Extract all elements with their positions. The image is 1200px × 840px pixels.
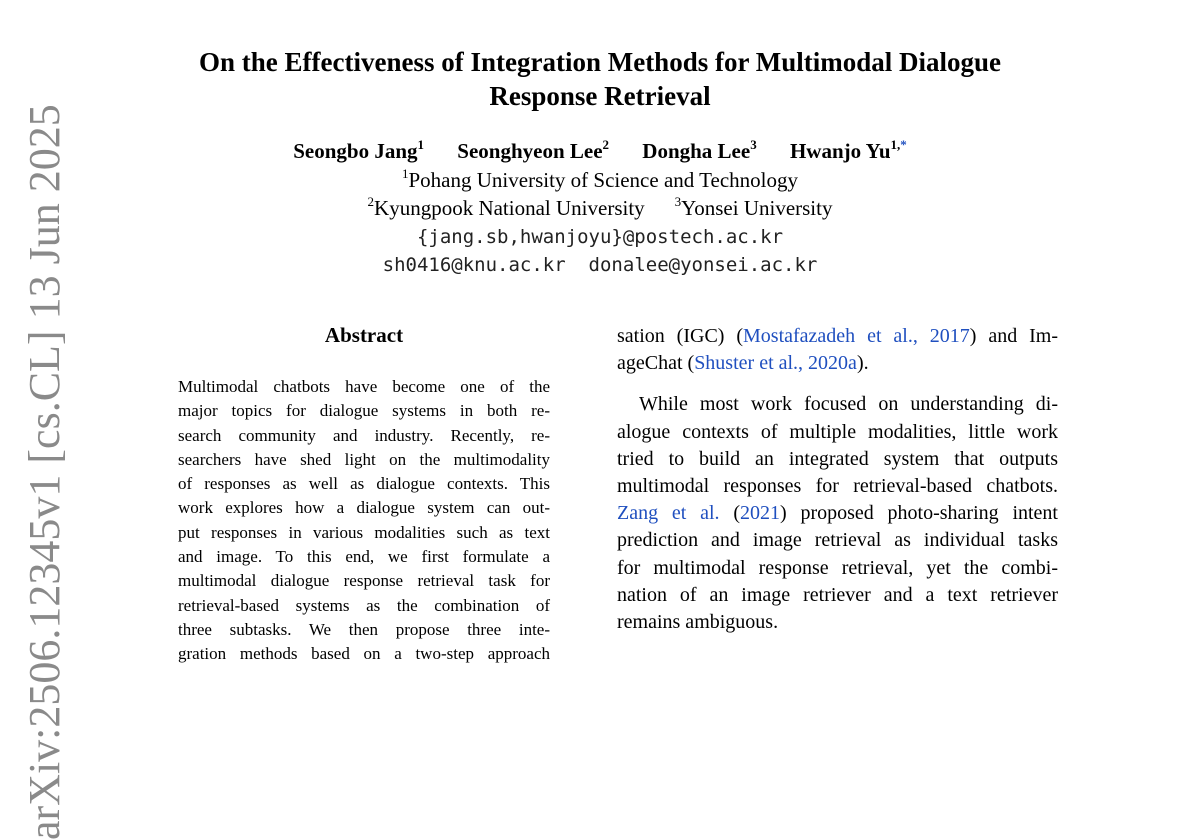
author: Seongbo Jang$^1$ [293,137,425,163]
citation-link[interactable]: Zang et al. [617,502,720,525]
abstract-line: and image. To this end, we first formulate a [178,547,550,567]
title-line-2: Response Retrieval [489,81,711,111]
abstract-line: retrieval-based systems as the combination of [178,595,550,615]
body-line: sation (IGC) (Mostafazadeh et al., 2017) and Im- [617,325,1058,347]
title-line-1: On the Effectiveness of Integration Methods for Multimodal Dialogue [199,47,1001,77]
body-line: nation of an image retriever and a text retriever [617,583,1058,606]
body-line: tried to build an integrated system that outputs [617,447,1058,470]
author: Hwanjo $Yu^{1,*}$ [789,137,907,163]
citation-link[interactable]: 2021 [740,502,780,525]
body-line: for multimodal response retrieval, yet the combi- [617,556,1058,579]
author: Seonghyeon Lee$^2$ [457,137,610,163]
body-line: multimodal responses for retrieval-based chatbots. [617,474,1058,497]
abstract-line: multimodal dialogue response retrieval task for [178,571,550,591]
abstract-line: work explores how a dialogue system can out- [178,498,550,518]
abstract-line: major topics for dialogue systems in both re- [178,401,550,421]
citation-link[interactable]: Mostafazadeh et al., 2017 [743,325,970,347]
email-line-1: {jang.sb,hwanjoyu}@postech.ac.kr [416,226,784,248]
paper-title [150,45,1050,113]
arxiv-stamp: arXiv:2506.12345v1 [cs.CL] 13 Jun 2025 [20,104,69,840]
body-line: ageChat (Shuster et al., 2020a). [617,352,869,375]
abstract-heading: Abstract [324,323,404,347]
abstract-line: gration methods based on a two-step approach [178,644,550,664]
body-line: While most work focused on understanding di- [639,393,1058,416]
abstract-line: search community and industry. Recently, re- [178,425,550,445]
email-line-2: sh0416@knu.ac.kr donalee@yonsei.ac.kr [382,254,818,276]
body-line: alogue contexts of multiple modalities, little work [617,420,1058,443]
body-line: remains ambiguous. [617,610,779,633]
abstract-line: of responses as well as dialogue contexts. This [178,474,550,494]
body-paragraph [617,391,1058,636]
author: Dongha Lee$^3$ [642,137,757,163]
body-column-right [617,323,1058,636]
abstract-line: Multimodal chatbots have become one of the [178,377,550,396]
author-list [150,137,1050,165]
affiliation-line-1: $^1$Pohang University of Science and Technology [402,166,798,192]
abstract-line: put responses in various modalities such as text [178,522,550,542]
abstract-line: searchers have shed light on the multimodality [178,449,550,469]
body-line: Zang et al. (2021) proposed photo-sharing intent [617,502,1058,525]
body-line: prediction and image retrieval as individual tasks [617,529,1058,552]
citation-link[interactable]: Shuster et al., 2020a [694,352,857,375]
affiliation-line-2: $^2$Kyungpook National University $^3$Yonsei University [367,194,833,220]
corresponding-author-link[interactable]: * [900,137,907,152]
abstract-line: three subtasks. We then propose three inte- [178,619,550,639]
abstract-body [178,375,550,667]
